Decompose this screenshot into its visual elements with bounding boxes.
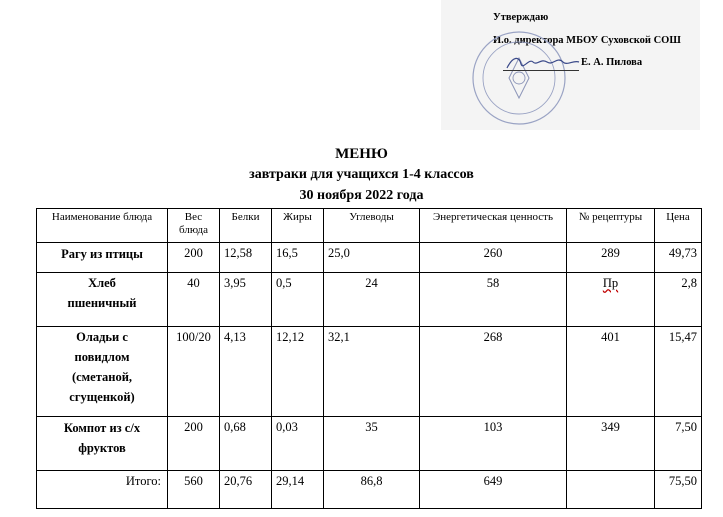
- table-total-row: [37, 471, 702, 509]
- header-carbs: Углеводы: [324, 209, 420, 243]
- table-row: [37, 327, 702, 417]
- table-row: [37, 273, 702, 327]
- menu-table: [36, 208, 702, 509]
- dish-carbs: 24: [324, 273, 420, 327]
- dish-carbs: 32,1: [324, 327, 420, 417]
- dish-protein: 4,13: [220, 327, 272, 417]
- total-weight: 560: [168, 471, 220, 509]
- school-seal-stamp: [469, 28, 569, 128]
- header-protein: Белки: [220, 209, 272, 243]
- header-name: Наименование блюда: [37, 209, 168, 243]
- dish-protein: 0,68: [220, 417, 272, 471]
- dish-name: Компот из с/х фруктов: [37, 417, 168, 471]
- total-label: Итого:: [37, 471, 168, 509]
- dish-recipe: 401: [567, 327, 655, 417]
- dish-carbs: 25,0: [324, 243, 420, 273]
- dish-energy: 58: [420, 273, 567, 327]
- dish-carbs: 35: [324, 417, 420, 471]
- dish-protein: 3,95: [220, 273, 272, 327]
- total-carbs: 86,8: [324, 471, 420, 509]
- dish-fat: 0,5: [272, 273, 324, 327]
- approval-block: [441, 0, 700, 130]
- header-recipe: № рецептуры: [567, 209, 655, 243]
- menu-date: 30 ноября 2022 года: [299, 188, 424, 203]
- menu-subtitle: завтраки для учащихся 1-4 классов: [249, 167, 474, 182]
- dish-weight: 200: [168, 243, 220, 273]
- table-header-row: [37, 209, 702, 243]
- total-fat: 29,14: [272, 471, 324, 509]
- approval-label: Утверждаю: [493, 12, 549, 23]
- approver-position: И.о. директора МБОУ Суховской СОШ: [493, 35, 681, 46]
- dish-weight: 100/20: [168, 327, 220, 417]
- header-energy: Энергетическая ценность: [420, 209, 567, 243]
- dish-recipe: [567, 273, 655, 327]
- dish-recipe: 289: [567, 243, 655, 273]
- dish-name: Рагу из птицы: [37, 243, 168, 273]
- total-energy: 649: [420, 471, 567, 509]
- dish-price: 7,50: [655, 417, 702, 471]
- dish-name: Оладьи с повидлом (сметаной, сгущенкой): [37, 327, 168, 417]
- dish-energy: 260: [420, 243, 567, 273]
- dish-energy: 103: [420, 417, 567, 471]
- dish-weight: 200: [168, 417, 220, 471]
- total-price: 75,50: [655, 471, 702, 509]
- table-row: [37, 417, 702, 471]
- dish-name: Хлеб пшеничный: [37, 273, 168, 327]
- dish-recipe: 349: [567, 417, 655, 471]
- dish-fat: 12,12: [272, 327, 324, 417]
- header-fat: Жиры: [272, 209, 324, 243]
- dish-price: 2,8: [655, 273, 702, 327]
- menu-heading: МЕНЮ: [335, 146, 388, 162]
- signer-name: Е. А. Пилова: [581, 57, 643, 68]
- dish-fat: 0,03: [272, 417, 324, 471]
- dish-protein: 12,58: [220, 243, 272, 273]
- total-recipe: [567, 471, 655, 509]
- total-protein: 20,76: [220, 471, 272, 509]
- dish-fat: 16,5: [272, 243, 324, 273]
- header-price: Цена: [655, 209, 702, 243]
- header-weight: Вес блюда: [168, 209, 220, 243]
- dish-recipe-value: Пр: [602, 276, 619, 290]
- table-row: [37, 243, 702, 273]
- dish-energy: 268: [420, 327, 567, 417]
- dish-price: 15,47: [655, 327, 702, 417]
- dish-price: 49,73: [655, 243, 702, 273]
- handwritten-signature: [503, 50, 583, 74]
- dish-weight: 40: [168, 273, 220, 327]
